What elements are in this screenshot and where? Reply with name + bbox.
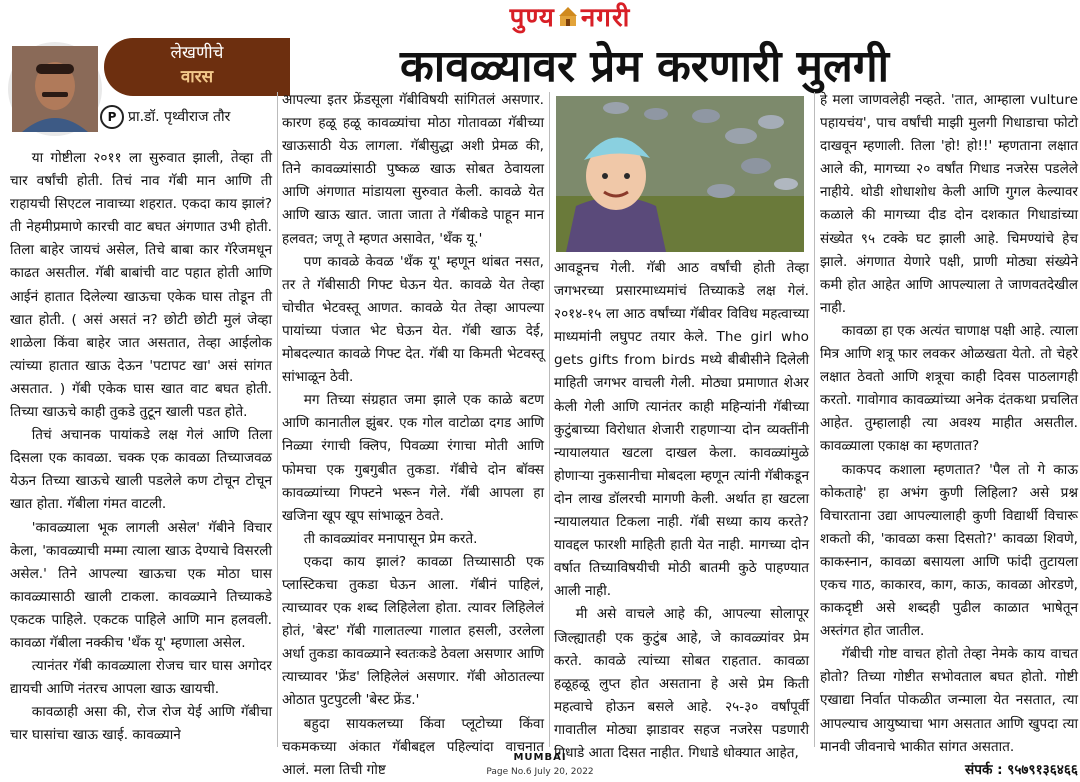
- paragraph: ती कावळ्यांवर मनापासून प्रेम करते.: [303, 530, 478, 547]
- column-author-card: [8, 36, 290, 142]
- paragraph: मी असे वाचले आहे की, आपल्या सोलापूर जिल्ह्यातही एक कुटुंब आहे, जे कावळ्यांवर प्रेम करते. कावळे त्यांच्या सोबत राहतात. कावळा हळूहळू लुप्त होत असताना हे असे प्रेम किती महत्वाचे होऊन बसले आहे. २५-३० वर्षांपूर्वी गावातील मोठ्या झाडावर सहज नजरेस पडणारी गिधाडे आता दिसत नाहीत. गिधाडे धोक्यात आहेत,: [554, 606, 809, 761]
- article-column-4: [820, 89, 1078, 778]
- paragraph: हे मला जाणवलेही नव्हते. 'तात, आम्हाला vulture पहायचंय', पाच वर्षांची माझी मुलगी गिधाडाचा फोटो दाखवून म्हणाली. तिला 'हो! हो!!' म्हणताना लक्षात आले की, मागच्या २० वर्षांत गिधाड नजरेस पडलेले नाहीये. थोडी शोधाशोध केली आणि गुगल केल्यावर कळाले की मागच्या दीड दोन दशकात गिधाडांच्या संख्येत ९५ टक्के घट झाली आहे. चिमण्यांचे हेच झाले. अंगणात येणारे पक्षी, प्राणी मोठ्या संख्येने कमी होत आहेत आणि आपल्याला ते जाणवतदेखील नाही.: [820, 92, 1078, 316]
- author-photo: [8, 42, 102, 136]
- paragraph: तिचं अचानक पायांकडे लक्ष गेलं आणि तिला दिसला एक कावळा. चक्क एक कावळा तिच्याजवळ येऊन तिच्या खाऊचे खाली पडलेले कण टोचून टोचून खात होता. गॅबीला गंमत वाटली.: [10, 427, 272, 513]
- column-logo-icon: P: [100, 105, 124, 129]
- column-divider: [277, 92, 278, 747]
- article-column-1: [10, 147, 272, 749]
- paragraph: मग तिच्या संग्रहात जमा झाले एक काळे बटण आणि कानातील झुंबर. एक गोल वाटोळा दगड आणि निळ्या रंगाची क्लिप, पिवळ्या रंगाचा मोती आणि फोमचा एक गुबगुबीत तुकडा. गॅबीचे दोन बॉक्स कावळ्यांच्या गिफ्टने भरून गेले. गॅबी आपला हा खजिना खूप खूप सांभाळून ठेवते.: [282, 392, 544, 524]
- author-portrait-icon: [12, 46, 98, 132]
- paragraph: आवडूनच गेली. गॅबी आठ वर्षांची होती तेव्हा जगभरच्या प्रसारमाध्यमांचं तिच्याकडे लक्ष गेलं. २०१४-१५ ला आठ वर्षांच्या गॅबीवर विविध महत्वाच्या माध्यमांनी लघुपट तयार केले. The girl who gets gifts from birds मध्ये बीबीसीने दिलेली माहिती जगभर वाचली गेली. मोठ्या प्रमाणात शेअर केली गेली आणि त्यानंतर काही महिन्यांनी गॅबीच्या कुटुंबाच्या विरोधात शेजारी राहणाऱ्या दोन व्यक्तींनी न्यायालयात खटला दाखल केला. कावळ्यांमुळे होणाऱ्या नुकसानीचा मोबदला म्हणून त्यांनी गॅबीकडून दोन लाख डॉलरची मागणी केली. अर्थात हा खटला न्यायालयात टिकला नाही. गॅबी सध्या काय करते? यावद्दल फारशी माहिती हाती येत नाही. मागच्या दोन वर्षात तिच्याविषयीची मोठी बातमी कुठे पाहण्यात आली नाही.: [554, 260, 809, 600]
- column-label-line1: लेखणीचे: [170, 43, 224, 63]
- paragraph: या गोष्टीला २०११ ला सुरुवात झाली, तेव्हा ती चार वर्षांची होती. तिचं नाव गॅबी मान आणि ती राहायची सिएटल नावाच्या शहरात. एकदा काय झालं? ती नेहमीप्रमाणे कारची वाट बघत अंगणात उभी होती. तिला बाहेर जायचं असेल, तिचे बाबा कार गॅरेजमधून काढत असतील. गॅबी बाबांची वाट पहात होती आणि आईनं हातात दिलेल्या खाऊचा एकेक घास तोडून ती खात होती. ( असं असतं न? छोटी छोटी मुलं जेव्हा शाळेला किंवा बाहेर जात असतात, तेव्हा आईलोक त्यांच्या हातात खाऊ देऊन 'पटापट खा' असं सांगत असतात. ) गॅबी एकेक घास खात वाट बघत होती. तिच्या खाऊचे काही तुकडे तुटून खाली पडत होते.: [10, 150, 272, 421]
- article-photo: [556, 96, 804, 252]
- paragraph: काकपद कशाला म्हणतात? 'पैल तो गे काऊ कोकताहे' हा अभंग कुणी लिहिला? असे प्रश्न विचारताना उद्या आपल्यालाही कुणी विद्यार्थी विचारू शकतो की, 'कावळा कसा दिसतो?' कावळा शिवणे, काकस्नान, कावळा बसायला आणि फांदी तुटायला एकच गाठ, काकारव, काग, काऊ, कावळा ओरडणे, काकदृष्टी असे शब्दही पुढील काळात भाषेतून अस्तंगत होत जातील.: [820, 461, 1078, 640]
- column-divider: [549, 92, 550, 747]
- girl-with-pigeons-photo-icon: [556, 96, 804, 252]
- byline: [100, 102, 290, 132]
- temple-logo-icon: [557, 6, 579, 28]
- paragraph: कावळाही असा की, रोज रोज येई आणि गॅबीचा चार घासांचा खाऊ खाई. कावळ्याने: [10, 704, 272, 744]
- paragraph: कावळा हा एक अत्यंत चाणाक्ष पक्षी आहे. त्याला मित्र आणि शत्रू फार लवकर ओळखता येतो. तो चेहरे लक्षात ठेवतो आणि शत्रूचा काही दिवस पाठलागही करतो. गावोगाव कावळ्यांच्या अनेक दंतकथा प्रचलित आहेत. तुम्हालाही त्या अवश्य माहीत असतील. कावळ्याला एकाक्ष का म्हणतात?: [820, 322, 1078, 455]
- paragraph: बहुदा सायकलच्या किंवा प्लूटोच्या किंवा चकमकच्या अंकात गॅबीबद्दल पहिल्यांदा वाचनात आलं. मला तिची गोष्ट: [282, 715, 544, 778]
- paragraph: पण कावळे केवळ 'थँक यू' म्हणून थांबत नसत, तर ते गॅबीसाठी गिफ्ट घेऊन येत. कावळे येत तेव्हा चोचीत भेटवस्तू आणत. कावळे येत तेव्हा आपल्या पायांच्या पंजात भेट घेऊन येत. गॅबी खाऊ देई, मोबदल्यात कावळे गिफ्ट देत. गॅबी या किमती भेटवस्तू सांभाळून ठेवी.: [282, 253, 544, 386]
- article-headline: कावळ्यावर प्रेम करणारी मुलगी: [400, 41, 889, 92]
- paragraph: 'कावळ्याला भूक लागली असेल' गॅबीने विचार केला, 'कावळ्याची मम्मा त्याला खाऊ देण्याचे विसरली असेल.' तिने आपल्या खाऊचा एक मोठा घास कावळ्यासाठी खाली टाकला. कावळ्याने तिच्याकडे एकटक पाहिले. एकटक पाहिले आणि मान हलवली. कावळा गॅबीला नक्कीच 'थँक यू' म्हणाला असेल.: [10, 519, 272, 651]
- column-title-banner: [104, 38, 290, 96]
- paragraph: त्यानंतर गॅबी कावळ्याला रोजच चार घास अगोदर द्यायची आणि नंतरच आपला खाऊ खायची.: [10, 658, 272, 698]
- masthead-left: पुण्य: [509, 3, 555, 33]
- column-label-line2: वारस: [180, 67, 214, 87]
- author-name: प्रा.डॉ. पृथ्वीराज तौर: [128, 109, 231, 125]
- newspaper-masthead: [470, 2, 670, 34]
- masthead-right: नगरी: [580, 3, 631, 33]
- article-column-3: [554, 257, 809, 761]
- paragraph: गॅबीची गोष्ट वाचत होतो तेव्हा नेमके काय वाचत होतो? तिच्या गोष्टीत सभोवताल बघत होतो. गोष्टी एखाद्या निर्वात पोकळीत जन्माला येत नसतात, त्या आपल्याच आयुष्याचा भाग असतात आणि खुपदा त्या मानवी जीवनाचे भाकीत सांगत असतात.: [820, 646, 1078, 755]
- column-divider: [814, 92, 815, 747]
- contact-line: संपर्क : ९५७९१३६४६६: [965, 761, 1078, 778]
- footer-page-info: Page No.6 July 20, 2022: [486, 767, 594, 777]
- paragraph: आपल्या इतर फ्रेंडसूला गॅबीविषयी सांगितलं असणार. कारण हळू हळू कावळ्यांचा मोठा गोतावळा गॅबीच्या खाऊसाठी येऊ लागला. गॅबीसुद्धा अशी प्रेमळ की, तिने कावळ्यांसाठी पुष्कळ खाऊ सोबत ठेवायला आणि अंगणात मांडायला सुरुवात केली. कावळे येत आणि खाऊ खात. जाता जाता ते गॅबीकडे पाहून मान हलवत; जणू ते म्हणत असावेत, 'थँक यू.': [282, 92, 544, 247]
- paragraph: एकदा काय झालं? कावळा तिच्यासाठी एक प्लास्टिकचा तुकडा घेऊन आला. गॅबीनं पाहिलं, त्याच्यावर एक शब्द लिहिलेला होता. त्यावर लिहिलेलं होतं, 'बेस्ट' गॅबी गालातल्या गालात हसली, उरलेला अर्धा तुकडा कावळ्याने स्वतःकडे ठेवला असणार आणि त्याच्यावर 'फ्रेंड' लिहिलेलं असणार. गॅबी ओठातल्या ओठात पुटपुटली 'बेस्ट फ्रेंड.': [282, 553, 544, 709]
- footer-edition: MUMBAI: [513, 752, 567, 763]
